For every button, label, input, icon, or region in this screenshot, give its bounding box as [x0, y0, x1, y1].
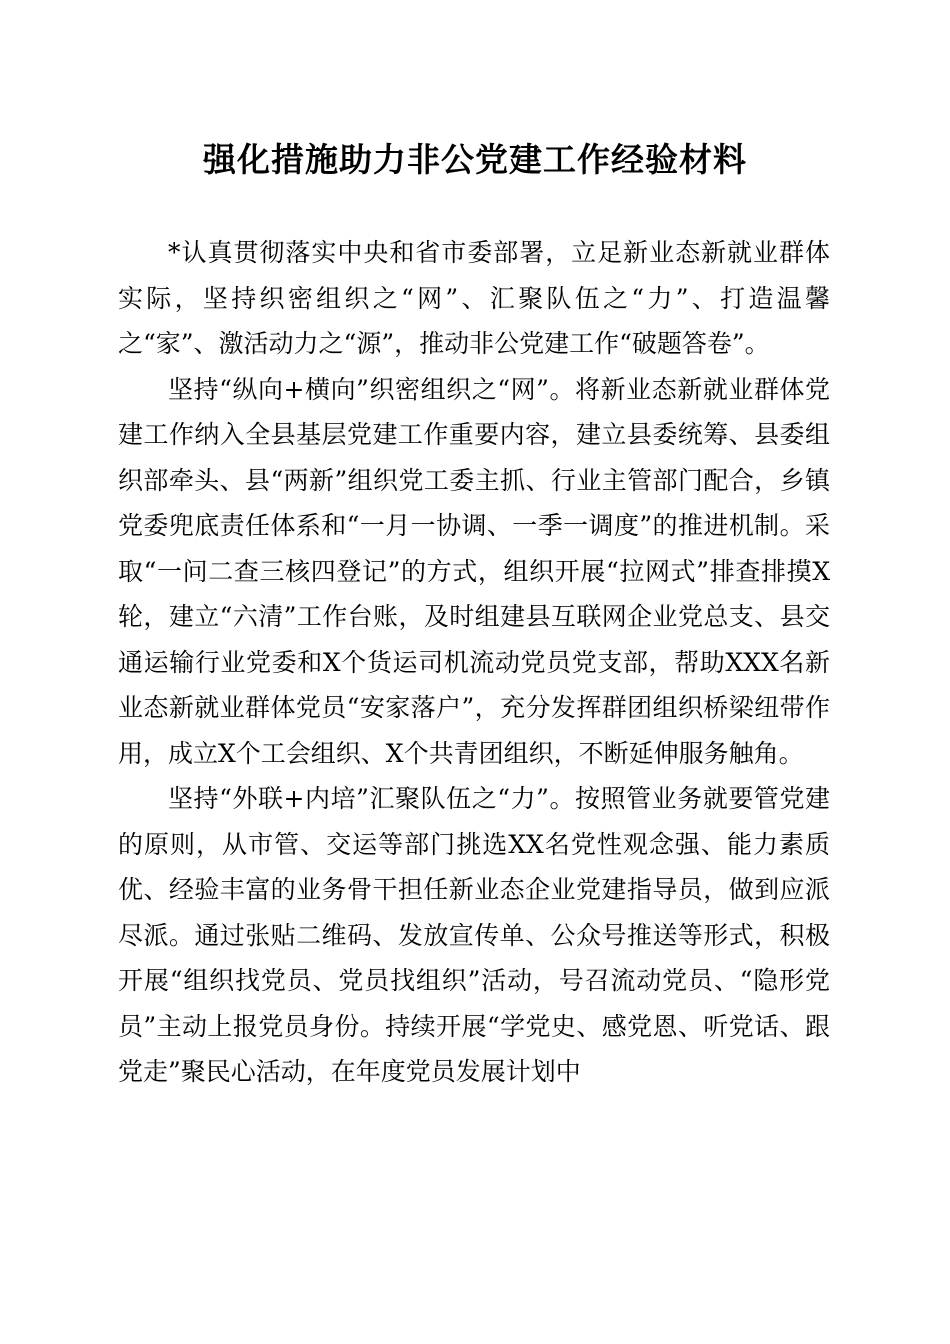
document-title: 强化措施助力非公党建工作经验材料 — [203, 140, 747, 179]
paragraph-intro: *认真贯彻落实中央和省市委部署，立足新业态新就业群体实际，坚持织密组织之“网”、汇聚队伍之“力”、打造温馨之“家”、激活动力之“源”，推动非公党建工作“破题答卷”。 — [118, 238, 830, 358]
document-body — [118, 230, 830, 1095]
paragraph-organization-network: 坚持“纵向+横向”织密组织之“网”。将新业态新就业群体党建工作纳入全县基层党建工作重要内容，建立县委统筹、县委组织部牵头、县“两新”组织党工委主抓、行业主管部门配合，乡镇党委兜底责任体系和“一月一协调、一季一调度”的推进机制。采取“一问二查三核四登记”的方式，组织开展“拉网式”排查排摸X轮，建立“六清”工作台账，及时组建县互联网企业党总支、县交通运输行业党委和X个货运司机流动党员党支部，帮助XXX名新业态新就业群体党员“安家落户”，充分发挥群团组织桥梁纽带作用，成立X个工会组织、X个共青团组织，不断延伸服务触角。 — [118, 374, 830, 768]
paragraph-team-strength: 坚持“外联+内培”汇聚队伍之“力”。按照管业务就要管党建的原则，从市管、交运等部门挑选XX名党性观念强、能力素质优、经验丰富的业务骨干担任新业态企业党建指导员，做到应派尽派。通过张贴二维码、发放宣传单、公众号推送等形式，积极开展“组织找党员、党员找组织”活动，号召流动党员、“隐形党员”主动上报党员身份。持续开展“学党史、感党恩、听党话、跟党走”聚民心活动，在年度党员发展计划中 — [118, 784, 830, 1086]
